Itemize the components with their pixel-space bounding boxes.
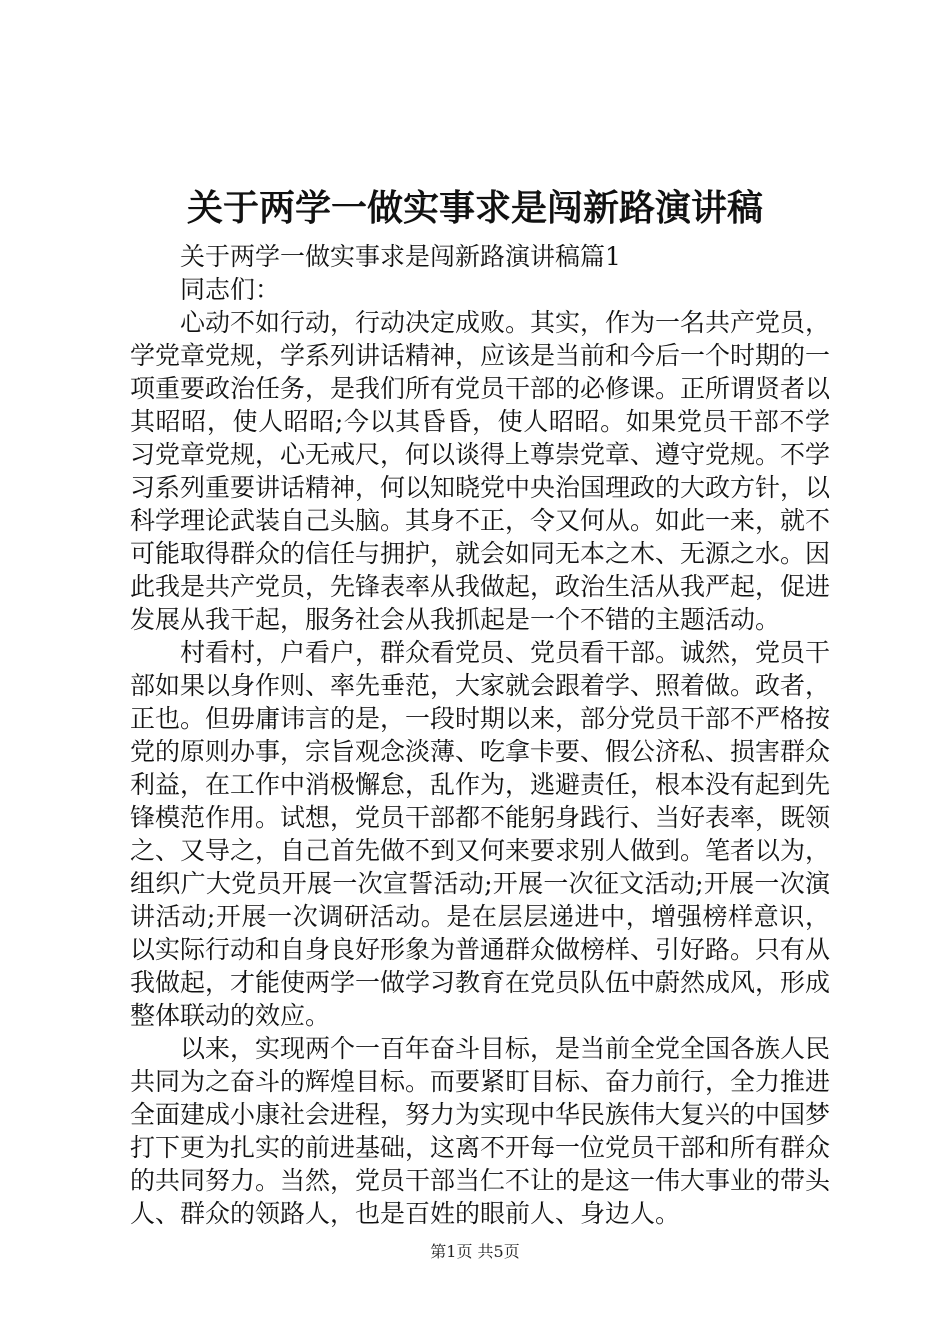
body-paragraph-2: 村看村，户看户，群众看党员、党员看干部。诚然，党员干部如果以身作则、率先垂范，大家就会跟着学、照着做。政者，正也。但毋庸讳言的是，一段时期以来，部分党员干部不严格按党的原则办事，宗旨观念淡薄、吃拿卡要、假公济私、损害群众利益，在工作中消极懈怠，乱作为，逃避责任，根本没有起到先锋模范作用。试想，党员干部都不能躬身践行、当好表率，既领之、又导之，自己首先做不到又何来要求别人做到。笔者以为，组织广大党员开展一次宣誓活动;开展一次征文活动;开展一次演讲活动;开展一次调研活动。是在层层递进中，增强榜样意识，以实际行动和自身良好形象为普通群众做榜样、引好路。只有从我做起，才能使两学一做学习教育在党员队伍中蔚然成风，形成整体联动的效应。 [130,638,831,1030]
document-body [130,240,830,1230]
body-paragraph-3: 以来，实现两个一百年奋斗目标，是当前全党全国各族人民共同为之奋斗的辉煌目标。而要紧盯目标、奋力前行，全力推进全面建成小康社会进程，努力为实现中华民族伟大复兴的中国梦打下更为扎实的前进基础，这离不开每一位党员干部和所有群众的共同努力。当然，党员干部当仁不让的是这一伟大事业的带头人、群众的领路人，也是百姓的眼前人、身边人。 [130,1034,831,1228]
subtitle-line: 关于两学一做实事求是闯新路演讲稿篇1 [180,242,621,271]
body-paragraph-1: 心动不如行动，行动决定成败。其实，作为一名共产党员，学党章党规，学系列讲话精神，应该是当前和今后一个时期的一项重要政治任务，是我们所有党员干部的必修课。正所谓贤者以其昭昭，使人昭昭;今以其昏昏，使人昭昭。如果党员干部不学习党章党规，心无戒尺，何以谈得上尊崇党章、遵守党规。不学习系列重要讲话精神，何以知晓党中央治国理政的大政方针，以科学理论武装自己头脑。其身不正，令又何从。如此一来，就不可能取得群众的信任与拥护，就会如同无本之木、无源之水。因此我是共产党员，先锋表率从我做起，政治生活从我严起，促进发展从我干起，服务社会从我抓起是一个不错的主题活动。 [130,308,831,634]
salutation-line: 同志们： [180,275,281,304]
document-title: 关于两学一做实事求是闯新路演讲稿 [186,187,763,229]
page-footer: 第1页 共5页 [430,1242,520,1261]
